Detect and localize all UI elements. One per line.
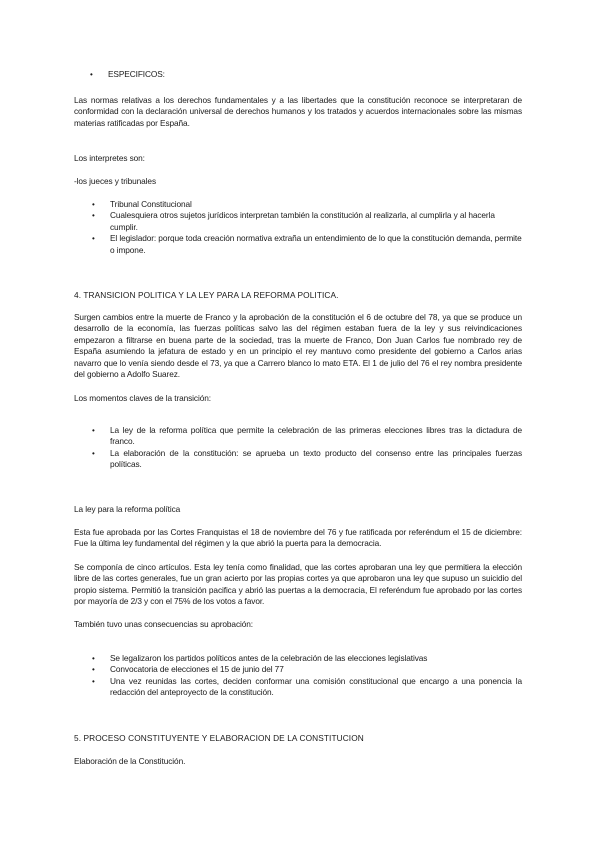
paragraph-normas: Las normas relativas a los derechos fundamentales y a las libertades que la constitución reconoce se interpretaran de conformidad con la declaración universal de derechos humanos y los tratados y acuerdos internacionales sobre las mismas materias ratificadas por España.	[74, 95, 522, 128]
list-item: • Tribunal Constitucional	[74, 199, 522, 210]
paragraph-momentos-intro: Los momentos claves de la transición:	[74, 393, 211, 403]
list-item: • La ley de la reforma política que permite la celebración de las primeras elecciones libres tras la dictadura de franco.	[74, 425, 522, 448]
list-item: • El legislador: porque toda creación normativa extraña un entendimiento de lo que la constitución demanda, permite o impone.	[74, 233, 522, 256]
especificos-list	[74, 69, 522, 80]
list-item: • Cualesquiera otros sujetos jurídicos interpretan también la constitución al realizarla, al cumplirla y al hacerla cumplir.	[74, 210, 522, 233]
list-item: • La elaboración de la constitución: se aprueba un texto producto del consenso entre las principales fuerzas políticas.	[74, 448, 522, 471]
paragraph-esta-fue: Esta fue aprobada por las Cortes Franquistas el 18 de noviembre del 76 y fue ratificada por referéndum el 15 de diciembre: Fue la última ley fundamental del régimen y la que abrió la puerta para la democracia.	[74, 527, 522, 549]
paragraph-jueces: -los jueces y tribunales	[74, 176, 156, 186]
paragraph-elaboracion: Elaboración de la Constitución.	[74, 756, 186, 766]
paragraph-consecuencias-intro: También tuvo unas consecuencias su aprobación:	[74, 619, 253, 629]
consecuencias-list	[74, 653, 522, 699]
paragraph-interpretes-intro: Los interpretes son:	[74, 153, 145, 163]
section-4-title: 4. TRANSICION POLITICA Y LA LEY PARA LA REFORMA POLITICA.	[74, 290, 339, 300]
interpretes-list	[74, 199, 522, 256]
paragraph-surgen: Surgen cambios entre la muerte de Franco y la aprobación de la constitución el 6 de octubre del 78, ya que se produce un desarrollo de la economía, las fuerzas políticas salvo las del régimen estaban fuera de la ley y sus reivindicaciones empezaron a filtrarse en buena parte de la sociedad, tras la muerte de Franco, Don Juan Carlos fue nombrado rey de España asumiendo la jefatura de estado y en un principio el rey mantuvo como presidente del gobierno a Carlos arias navarro que lo venía siendo desde el 73, ya que a Carrero blanco lo mato ETA. El 1 de julio del 76 el rey nombra presidente del gobierno a Adolfo Suarez.	[74, 312, 522, 380]
list-item: • Una vez reunidas las cortes, deciden conformar una comisión constitucional que encargo a una ponencia la redacción del anteproyecto de la constitución.	[74, 676, 522, 699]
especificos-title: ESPECIFICOS:	[108, 69, 165, 79]
ley-reforma-title: La ley para la reforma política	[74, 504, 181, 514]
list-item: • Se legalizaron los partidos políticos antes de la celebración de las elecciones legislativas	[74, 653, 522, 664]
list-item: • Convocatoria de elecciones el 15 de junio del 77	[74, 664, 522, 675]
momentos-list	[74, 425, 522, 471]
section-5-title: 5. PROCESO CONSTITUYENTE Y ELABORACION DE LA CONSTITUCION	[74, 733, 364, 743]
list-item	[74, 69, 522, 80]
paragraph-compone: Se componía de cinco artículos. Esta ley tenía como finalidad, que las cortes aprobaran una ley que permitiera la elección libre de las cortes generales, fue un gran acierto por las propias cortes ya que aprobaron una ley que supuso un suicidio del propio sistema. Permitió la transición pacifica y abrió las puertas a la democracia, El referéndum fue aprobado por las cortes por mayoría de 2/3 y con el 75% de los votos a favor.	[74, 562, 522, 607]
